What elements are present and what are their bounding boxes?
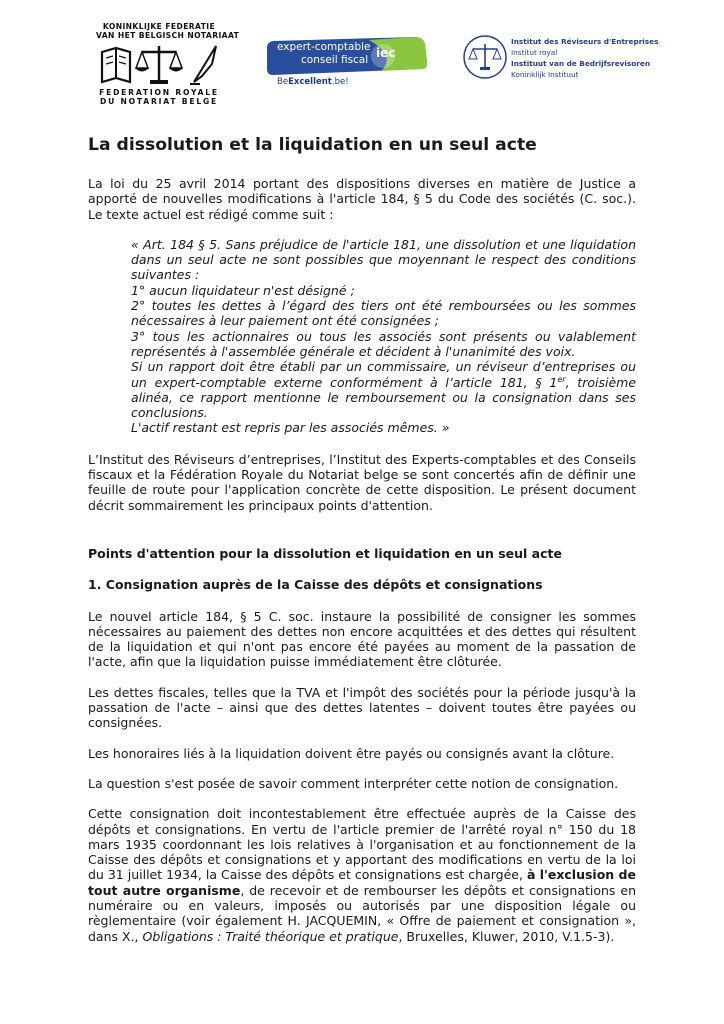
- ire-logo-text: [511, 36, 658, 80]
- paragraph-5-italic: Obligations : Traité théorique et pratique: [142, 928, 399, 944]
- ire-logo: [462, 34, 662, 86]
- document-body: [88, 134, 636, 944]
- quote-condition-3: 3° tous les actionnaires ou tous les associés sont présents ou valablement représentés à l'assemblée générale et décident à l'unanimité des voix.: [131, 328, 636, 359]
- quote-lead: « Art. 184 § 5. Sans préjudice de l'article 181, une dissolution et une liquidation dans un seul acte ne sont possibles que moyennant le respect des conditions suivantes :: [131, 236, 636, 283]
- iec-logo: [265, 30, 435, 92]
- notariat-logo-line3: FEDERATION ROYALE: [99, 88, 219, 97]
- paragraph-5: [88, 806, 636, 944]
- iec-logo-tagline: [277, 77, 349, 87]
- notariat-logo: [96, 22, 240, 106]
- ire-scales-icon: [462, 34, 508, 80]
- iec-tagline-bold: Excellent: [288, 77, 332, 87]
- paragraph-4: La question s'est posée de savoir comment interpréter cette notion de consignation.: [88, 775, 619, 791]
- quote-condition-2: 2° toutes les dettes à l’égard des tiers ont été remboursées ou les sommes nécessaires à leur paiement ont été consignées ;: [131, 298, 636, 329]
- iec-logo-line2: conseil fiscal: [301, 54, 369, 66]
- paragraph-1: Le nouvel article 184, § 5 C. soc. instaure la possibilité de consigner les sommes nécessaires au paiement des dettes non encore acquittées et des dettes qui résultent de la liquidation et qui n'ont pas encore été payées au moment de la passation de l'acte, afin que la liquidation puisse immédiatement être clôturée.: [88, 608, 636, 670]
- notariat-logo-top-text: [96, 22, 240, 40]
- intro-paragraph: La loi du 25 avril 2014 portant des dispositions diverses en matière de Justice a apporté de nouvelles modifications à l'article 184, § 5 du Code des sociétés (C. soc.). Le texte actuel est rédigé comme suit :: [88, 176, 636, 222]
- notariat-logo-line4: DU NOTARIAT BELGE: [99, 97, 218, 106]
- institut-paragraph: L’Institut des Réviseurs d’entreprises, l’Institut des Experts-comptables et des Conseils fiscaux et la Fédération Royale du Notariat belge se sont concertés afin de définir une feuille de route pour l'application concrète de cette disposition. Le présent document décrit sommairement les principaux points d'attention.: [88, 451, 636, 513]
- paragraph-3: Les honoraires liés à la liquidation doivent être payés ou consignés avant la clôture.: [88, 745, 615, 761]
- section-heading-points: Points d'attention pour la dissolution et liquidation en un seul acte: [88, 545, 562, 561]
- paragraph-5-a: Cette consignation doit incontestablement être effectuée auprès de la Caisse des dépôts et consignations. En vertu de l'article premier de l'arrêté royal n° 150 du 18 mars 1935 coordonnant les lois relatives à l'organisation et au fonctionnement de la Caisse des dépôts et consignations et y apportant des modifications en vertu de la loi du 31 juillet 1934, la Caisse des dépôts et consignations est chargée,: [88, 806, 636, 883]
- paragraph-5-c: , Bruxelles, Kluwer, 2010, V.1.5-3).: [398, 928, 615, 944]
- section-heading-1: 1. Consignation auprès de la Caisse des dépôts et consignations: [88, 577, 543, 593]
- notariat-emblem-icon: [98, 42, 220, 88]
- ire-logo-line1: Institut des Réviseurs d'Entreprises: [511, 37, 659, 46]
- ire-logo-line3: Instituut van de Bedrijfsrevisoren: [511, 59, 651, 68]
- quote-rapport-b: , troisième alinéa, ce rapport mentionne le remboursement ou la consignation dans ses conclusions.: [131, 374, 637, 421]
- notariat-logo-line2: VAN HET BELGISCH NOTARIAAT: [96, 31, 240, 40]
- quote-end: L'actif restant est repris par les associés mêmes. »: [131, 420, 450, 436]
- ire-logo-line4: Koninklijk Instituut: [511, 70, 579, 79]
- quote-rapport-sup: er: [557, 374, 566, 384]
- paragraph-5-b: , de recevoir et de rembourser les dépôts et consignations en numéraire ou en valeurs, imposés ou autorisés par une disposition légale ou règlementaire (voir également H. JACQUEMIN, « Offre de paiement et consignation », dans X.,: [88, 882, 636, 944]
- notariat-logo-bottom-text: [96, 88, 222, 106]
- quote-rapport: [131, 359, 636, 420]
- iec-tagline-prefix: Be: [277, 77, 289, 87]
- article-quote: [131, 237, 636, 436]
- iec-logo-line1: expert-comptable: [277, 41, 371, 53]
- page-title: La dissolution et la liquidation en un seul acte: [88, 135, 537, 155]
- ire-logo-line2: Institut royal: [511, 48, 558, 57]
- iec-tagline-suffix: .be!: [331, 77, 349, 87]
- paragraph-2: Les dettes fiscales, telles que la TVA et l'impôt des sociétés pour la période jusqu'à la passation de l'acte – ainsi que des dettes latentes – doivent toutes être payées ou consignées.: [88, 684, 636, 731]
- quote-rapport-a: Si un rapport doit être établi par un commissaire, un réviseur d’entreprises ou un expert-comptable externe conformément à l’article 181, § 1: [131, 359, 636, 390]
- paragraph-5-bold: à l'exclusion de tout autre organisme: [88, 867, 636, 898]
- quote-condition-1: 1° aucun liquidateur n'est désigné ;: [131, 282, 355, 298]
- iec-logo-badge: iec: [376, 46, 396, 60]
- notariat-logo-line1: KONINKLIJKE FEDERATIE: [102, 22, 216, 31]
